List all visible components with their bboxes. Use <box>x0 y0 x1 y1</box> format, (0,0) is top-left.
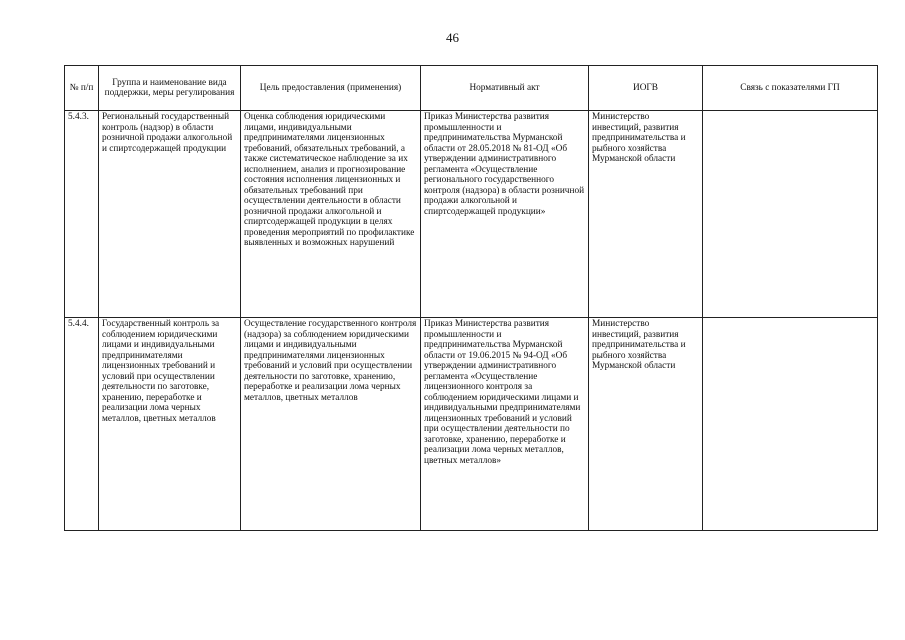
table-row <box>65 318 878 531</box>
cell-iogv: Министерство инвестиций, развития предпринимательства и рыбного хозяйства Мурманской области <box>589 318 703 531</box>
cell-group: Региональный государственный контроль (надзор) в области розничной продажи алкогольной и спиртсодержащей продукции <box>99 111 241 318</box>
header-num: № п/п <box>65 66 99 111</box>
table-body <box>65 111 878 531</box>
cell-group: Государственный контроль за соблюдением юридическими лицами и индивидуальными предпринимателями лицензионных требований и условий при осуществлении деятельности по заготовке, хранению, переработке и реализации лома черных металлов, цветных металлов <box>99 318 241 531</box>
table-row <box>65 111 878 318</box>
cell-link <box>703 318 878 531</box>
cell-link <box>703 111 878 318</box>
table-header <box>65 66 878 111</box>
header-row <box>65 66 878 111</box>
cell-act: Приказ Министерства развития промышленности и предпринимательства Мурманской области от 19.06.2015 № 94-ОД «Об утверждении административного регламента «Осуществление лицензионного контроля за соблюдением юридическими лицами и индивидуальными предпринимателями лицензионных требований и условий при осуществлении деятельности по заготовке, хранению, переработке и реализации лома черных металлов, цветных металлов» <box>421 318 589 531</box>
header-group: Группа и наименование вида поддержки, меры регулирования <box>99 66 241 111</box>
cell-goal: Осуществление государственного контроля (надзора) за соблюдением юридическими лицами и индивидуальными предпринимателями лицензионных требований и условий при осуществлении деятельности по заготовке, хранению, переработке и реализации лома черных металлов, цветных металлов <box>241 318 421 531</box>
cell-num: 5.4.4. <box>65 318 99 531</box>
cell-goal: Оценка соблюдения юридическими лицами, индивидуальными предпринимателями лицензионных требований, обязательных требований, а также систематическое наблюдение за их исполнением, анализ и прогнозирование состояния исполнения лицензионных и обязательных требований при осуществлении деятельности в области розничной продажи алкогольной и спиртсодержащей продукции в целях проведения мероприятий по профилактике выявленных и возможных нарушений <box>241 111 421 318</box>
support-measures-table <box>64 65 878 531</box>
header-act: Нормативный акт <box>421 66 589 111</box>
cell-num: 5.4.3. <box>65 111 99 318</box>
cell-iogv: Министерство инвестиций, развития предпринимательства и рыбного хозяйства Мурманской области <box>589 111 703 318</box>
header-iogv: ИОГВ <box>589 66 703 111</box>
cell-act: Приказ Министерства развития промышленности и предпринимательства Мурманской области от 28.05.2018 № 81-ОД «Об утверждении административного регламента «Осуществление регионального государственного контроля (надзора) в области розничной продажи алкогольной и спиртсодержащей продукции» <box>421 111 589 318</box>
header-goal: Цель предоставления (применения) <box>241 66 421 111</box>
page-number: 46 <box>446 30 459 45</box>
header-link: Связь с показателями ГП <box>703 66 878 111</box>
